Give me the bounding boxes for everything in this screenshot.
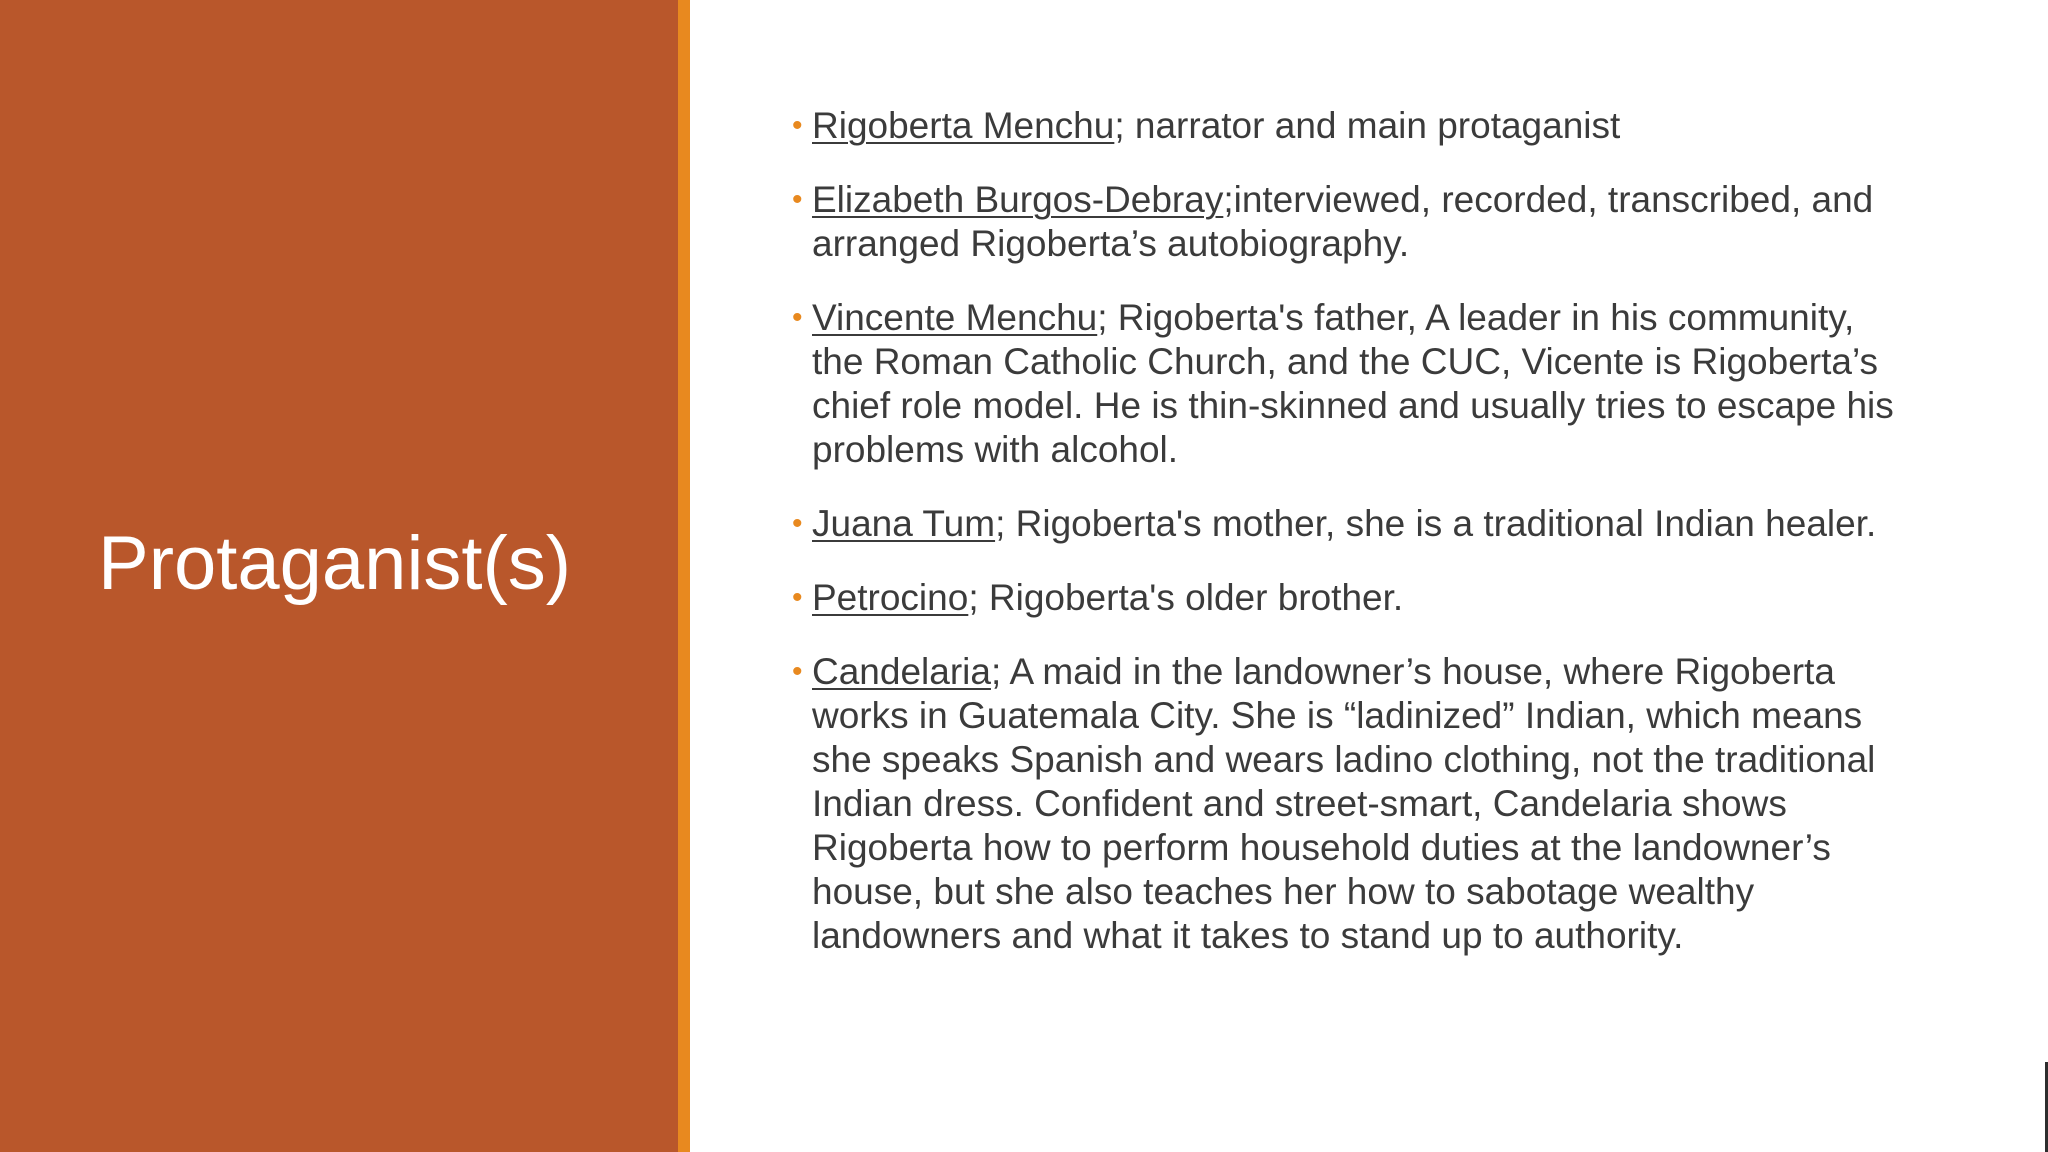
character-name: Petrocino bbox=[812, 577, 969, 618]
character-name: Rigoberta Menchu bbox=[812, 105, 1115, 146]
list-item bbox=[792, 178, 1895, 266]
list-item bbox=[792, 502, 1895, 546]
character-description: ; Rigoberta's older brother. bbox=[968, 577, 1404, 618]
character-description: ; A maid in the landowner’s house, where Rigoberta works in Guatemala City. She is “ladinized” Indian, which means she speaks Spanish and wears ladino clothing, not the traditional Indian dress. Confident and street-smart, Candelaria shows Rigoberta how to perform household duties at the landowner’s house, but she also teaches her how to sabotage wealthy landowners and what it takes to stand up to authority. bbox=[812, 651, 1876, 956]
slide-title: Protaganist(s) bbox=[98, 521, 572, 606]
title-panel bbox=[0, 0, 678, 1152]
character-description: ;interviewed, recorded, transcribed, and arranged Rigoberta’s autobiography. bbox=[812, 179, 1874, 264]
character-name: Juana Tum bbox=[812, 503, 996, 544]
bullet-icon: • bbox=[792, 301, 803, 334]
character-description: ; Rigoberta's mother, she is a traditional Indian healer. bbox=[995, 503, 1877, 544]
character-description: ; narrator and main protaganist bbox=[1114, 105, 1621, 146]
bullet-icon: • bbox=[792, 655, 803, 688]
list-item bbox=[792, 104, 1895, 148]
bullet-icon: • bbox=[792, 581, 803, 614]
character-name: Elizabeth Burgos-Debray bbox=[812, 179, 1224, 220]
list-item bbox=[792, 296, 1895, 472]
character-description: ; Rigoberta's father, A leader in his community, the Roman Catholic Church, and the CUC, Vicente is Rigoberta’s chief role model. He is thin-skinned and usually tries to escape his problems with alcohol. bbox=[812, 297, 1894, 470]
character-name: Vincente Menchu bbox=[812, 297, 1098, 338]
character-name: Candelaria bbox=[812, 651, 991, 692]
bullet-icon: • bbox=[792, 183, 803, 216]
list-item bbox=[792, 650, 1895, 958]
character-list bbox=[792, 104, 1895, 988]
bullet-icon: • bbox=[792, 507, 803, 540]
list-item bbox=[792, 576, 1895, 620]
accent-bar bbox=[678, 0, 690, 1152]
bullet-icon: • bbox=[792, 109, 803, 142]
